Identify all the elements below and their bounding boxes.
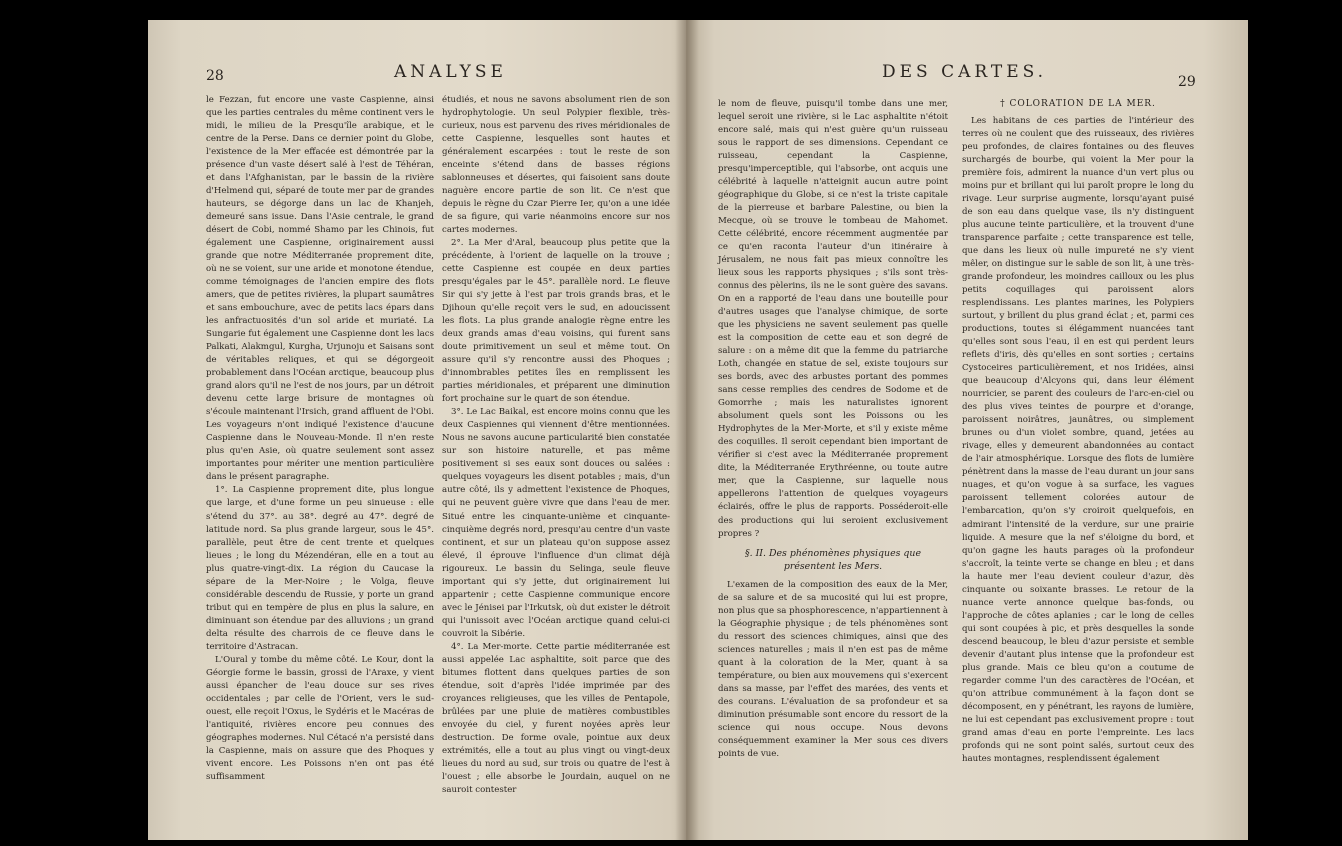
paragraph: le Fezzan, fut encore une vaste Caspienne, ainsi que les parties centrales du même continent vers le midi, le milieu de la Presqu'île arabique, et le centre de la Perse. Dans ce dernier point du Globe, l'existence de la Mer effacée est démontrée par la présence d'un vaste désert salé à l'est de Téhéran, et dans l'Afghanistan, par le bassin de la rivière d'Helmend qui, séparé de toute mer par de grandes hauteurs, se dégorge dans un lac de Khanjeh, demeuré sans issue. Dans l'Asie centrale, le grand désert de Cobi, nommé Shamo par les Chinois, fut également une Caspienne, originairement aussi grande que notre Méditerranée proprement dite, où ne se voient, sur une aride et monotone étendue, comme témoignages de l'ancien empire des flots amers, que de petites rivières, la plupart saumâtres et sans embouchure, avec de petits lacs épars dans les anfractuosités d'un sol aride et muriaté. La Sungarie fut également une Caspienne dont les lacs Palkati, Alakmgul, Kurgha, Urjunoju et Saisans sont de véritables reliques, et qui se dégorgeoit probablement dans l'Océan arctique, beaucoup plus grand alors qu'il ne l'est de nos jours, par un détroit devenu cette large brisure de montagnes où s'écoule maintenant l'Irsich, grand affluent de l'Obi. Les voyageurs n'ont indiqué l'existence d'aucune Caspienne dans le Nouveau-Monde. Il n'en reste plus qu'en Asie, où quatre seulement sont assez importantes pour mériter une mention particulière dans le présent paragraphe.	[206, 95, 434, 483]
text-column-1	[206, 94, 434, 784]
paragraph: L'Oural y tombe du même côté. Le Kour, dont la Géorgie forme le bassin, grossi de l'Araxe, y vient aussi épancher de l'eau douce sur ses rives occidentales ; par celle de l'Orient, vers le sud-ouest, elle reçoit l'Oxus, le Sydéris et le Macéras de l'antiquité, rivières encore peu connues des géographes modernes. Nul Cétacé n'a persisté dans la Caspienne, mais on assure que des Phoques y vivent encore. Les Poissons n'en ont pas été suffisamment	[206, 654, 434, 782]
paragraph: 2°. La Mer d'Aral, beaucoup plus petite que la précédente, à l'orient de laquelle on la trouve ; cette Caspienne est coupée en deux parties presqu'égales par le 45°. parallèle nord. Le fleuve Sir qui s'y jette à l'est par trois grands bras, et le Djihoun qu'elle reçoit vers le sud, en adoucissent les flots. La plus grande analogie règne entre les deux grands amas d'eau voisins, qui furent sans doute primitivement un seul et même tout. On assure qu'il s'y rencontre aussi des Phoques ; d'innombrables petites îles en remplissent les parties méridionales, et préparent une diminution fort prochaine sur le quart de son étendue.	[442, 238, 670, 405]
paragraph: étudiés, et nous ne savons absolument rien de son hydrophytologie. Un seul Polypier flexible, très-curieux, nous est parvenu des rives méridionales de cette Caspienne, lesquelles sont hautes et généralement escarpées : tout le reste de son enceinte s'étend dans de basses régions sablonneuses et désertes, qui faisoient sans doute naguère encore partie de son lit. Ce n'est que depuis le règne du Czar Pierre Ier, qu'on a une idée de sa figure, qui varie néanmoins encore sur nos cartes modernes.	[442, 95, 670, 236]
book-gutter	[675, 20, 699, 840]
paragraph: 4°. La Mer-morte. Cette partie méditerranée est aussi appelée Lac asphaltite, soit parce que des bitumes flottent dans quelques parties de son étendue, soit d'après l'idée imprimée par des croyances religieuses, que les villes de Pentapole, brûlées par une pluie de matières combustibles envoyée du ciel, y furent noyées après leur destruction. De forme ovale, pointue aux deux extrémités, elle a tout au plus vingt ou vingt-deux lieues du nord au sud, sur trois ou quatre de l'est à l'ouest ; elle absorbe le Jourdain, auquel on ne sauroit contester	[442, 641, 670, 795]
text-column-2	[442, 94, 670, 797]
page-number: 29	[1178, 74, 1196, 90]
paragraph: Les habitans de ces parties de l'intérieur des terres où ne coulent que des ruisseaux, des rivières peu profondes, de claires fontaines ou des fleuves surchargés de bourbe, qui voient la Mer pour la première fois, admirent la nuance d'un vert plus ou moins pur et brillant qui lui paroît propre le long du rivage. Leur surprise augmente, lorsqu'ayant puisé de son eau dans quelque vase, ils n'y distinguent plus aucune teinte particulière, et la trouvent d'une transparence parfaite ; cette transparence est telle, que dans les lieux où nulle impureté ne s'y vient mêler, on distingue sur le sable de son lit, à une très-grande profondeur, les moindres cailloux ou les plus petits coquillages qui paroissent alors resplendissans. Les plantes marines, les Polypiers surtout, y brillent du plus grand éclat ; et, parmi ces productions, toutes si élégamment nuancées tant qu'elles sont sous l'eau, il en est qui perdent leurs reflets d'iris, dès qu'elles en sont sorties ; certains Cystoceires particulièrement, et nos Iridées, ainsi que beaucoup d'Alcyons qui, dans leur élément nourricier, se parent des couleurs de l'arc-en-ciel ou des plus vives teintes de pourpre et d'orange, paroissent noirâtres, jaunâtres, ou simplement brunes ou d'un violet sombre, quand, jetées au rivage, elles y demeurent abandonnées au contact de l'air atmosphérique. Lorsque des flots de lumière pénètrent dans la masse de l'eau durant un jour sans nuages, et qu'on vogue à sa surface, les vagues paroissent tellement colorées autour de l'embarcation, qu'on s'y croiroit quelquefois, en admirant l'intensité de la verdure, sur une prairie liquide. A mesure que la nef s'éloigne du bord, et qu'on gagne les hauts parages où la profondeur s'accroît, la teinte verte se change en bleu ; et dans la haute mer l'eau devient couleur d'azur, dès cinquante ou soixante brasses. Le retour de la nuance verte annonce quelque bas-fonds, ou l'approche de côtes aplanies ; car le long de celles qui sont coupées à pic, et près desquelles la sonde descend beaucoup, le bleu d'azur persiste et semble devenir d'autant plus intense que la profondeur est plus grande. Mais ce bleu qu'on a coutume de regarder comme l'un des caractères de l'Océan, et qu'on attribue communément à la façon dont se décomposent, en y pénétrant, les rayons de lumière, ne lui est cependant pas exclusivement propre : tout grand amas d'eau en porte l'empreinte. Les lacs profonds qui ne sont point salés, surtout ceux des hautes montagnes, resplendissent également	[962, 116, 1194, 764]
paragraph: 3°. Le Lac Baikal, est encore moins connu que les deux Caspiennes qui viennent d'être mentionnées. Nous ne savons aucune particularité bien constatée sur son histoire naturelle, et pas même positivement si ses eaux sont douces ou salées : quelques voyageurs les disent potables ; mais, d'un autre côté, ils y admettent l'existence de Phoques, qui ne peuvent guère vivre que dans l'eau de mer. Situé entre les cinquante-unième et cinquante-cinquième degrés nord, presqu'au centre d'un vaste continent, et sur un plateau qu'on suppose assez élevé, il éprouve l'influence d'un climat déjà rigoureux. Le bassin du Selinga, seule fleuve important qui s'y jette, dut originairement lui appartenir ; cette Caspienne communique encore avec le Jénisei par l'Irkutsk, où dut exister le détroit qui l'unissoit avec l'Océan arctique quand celui-ci couvroit la Sibérie.	[442, 407, 670, 639]
right-page	[686, 20, 1248, 840]
subsection-heading: † COLORATION DE LA MER.	[1000, 99, 1156, 109]
running-head: DES CARTES.	[882, 62, 1048, 82]
open-book	[148, 20, 1248, 840]
section-heading: §. II. Des phénomènes physiques que présentent les Mers.	[744, 547, 922, 572]
text-column-2	[962, 98, 1194, 766]
text-column-1	[718, 98, 948, 761]
running-head: ANALYSE	[394, 62, 507, 82]
paragraph: le nom de fleuve, puisqu'il tombe dans une mer, lequel seroit une rivière, si le Lac asphaltite n'étoit encore salé, mais qui n'est guère qu'un ruisseau sous le rapport de ses dimensions. Cependant ce ruisseau, cependant la Caspienne, presqu'imperceptible, qui l'absorbe, ont acquis une célébrité à laquelle n'atteignit aucun autre point géographique du Globe, si ce n'est la triste capitale de la pierreuse et barbare Palestine, ou bien la Mecque, où se trouve le tombeau de Mahomet. Cette célébrité, encore récemment augmentée par ce qu'en raconta l'auteur d'un itinéraire à Jérusalem, ne nous fait pas mieux connoître les lieux sous les rapports physiques ; s'ils sont très-connus des pèlerins, ils ne le sont guère des savans. On en a rapporté de l'eau dans une bouteille pour d'autres usages que l'analyse chimique, de sorte que les physiciens ne savent seulement pas quelle est la composition de cette eau et son degré de salure : on a même dit que la femme du patriarche Loth, changée en statue de sel, existe toujours sur ses bords, avec des arbustes portant des pommes sans cesse remplies des cendres de Sodome et de Gomorrhe ; mais les naturalistes ignorent absolument quels sont les Poissons ou les Hydrophytes de la Mer-Morte, et s'il y existe même des coquilles. Il seroit cependant bien important de vérifier si c'est avec la Méditerranée proprement dite, la Méditerranée Erythréenne, ou toute autre mer, que la Caspienne, sur laquelle nous appellerons l'attention de quelques voyageurs éclairés, offre le plus de rapports. Posséderoit-elle des productions qui lui seroient exclusivement propres ?	[718, 99, 948, 539]
paragraph: 1°. La Caspienne proprement dite, plus longue que large, et d'une forme un peu sinueuse : elle s'étend du 37°. au 38°. degré au 47°. degré de latitude nord. Sa plus grande largeur, sous le 45°. parallèle, peut être de cent trente et quelques lieues ; le long du Mézendéran, elle en a tout au plus quatre-vingt-dix. La région du Caucase la sépare de la Mer-Noire ; le Volga, fleuve considérable descendu de Russie, y porte un grand tribut qui en tempère de plus en plus la salure, en diminuant son étendue par des alluvions ; un grand delta résulte des charrois de ce fleuve dans le territoire d'Astracan.	[206, 485, 434, 652]
page-number: 28	[206, 68, 224, 84]
left-page	[148, 20, 704, 840]
paragraph: L'examen de la composition des eaux de la Mer, de sa salure et de sa mucosité qui lui est propre, non plus que sa phosphorescence, n'appartiennent à la Géographie physique ; de tels phénomènes sont du ressort des sciences chimiques, ainsi que des sciences naturelles ; mais il n'en est pas de même quant à la coloration de la Mer, quant à sa température, ou bien aux mouvemens qui s'exercent dans sa masse, par l'effet des marées, des vents et des courans. L'évaluation de sa profondeur et sa diminution présumable sont encore du ressort de la science qui nous occupe. Nous devons conséquemment examiner la Mer sous ces divers points de vue.	[718, 579, 948, 759]
